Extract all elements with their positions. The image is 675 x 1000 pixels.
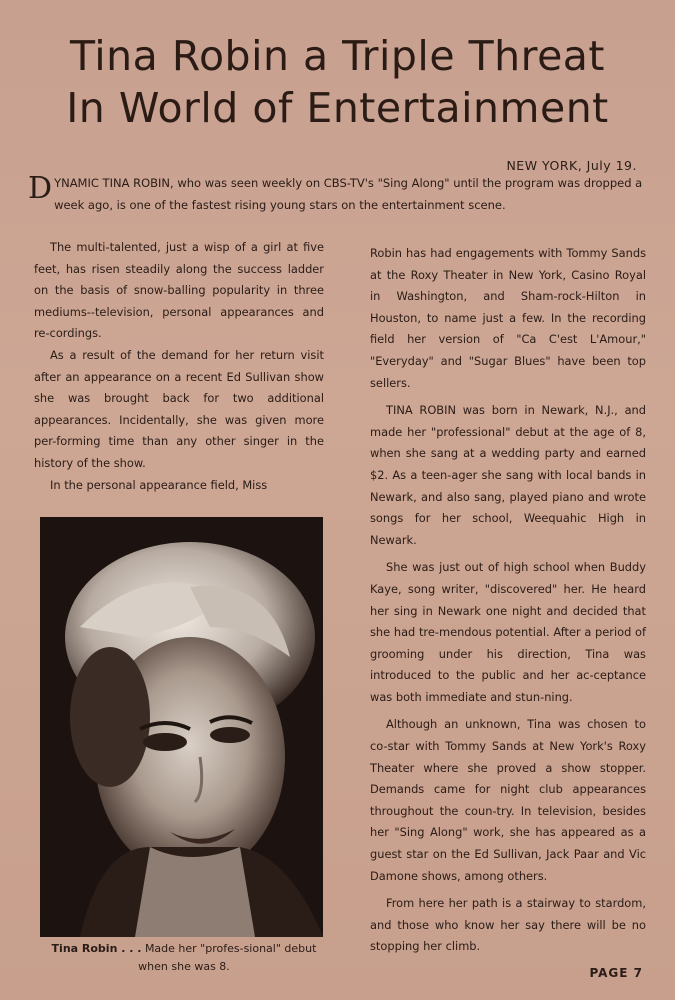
headline-line-2: In World of Entertainment (66, 84, 609, 132)
portrait-illustration (40, 517, 323, 937)
page-number: PAGE 7 (589, 966, 643, 980)
headline (30, 30, 645, 134)
photo-caption (44, 940, 324, 976)
article-paragraph: As a result of the demand for her return visit after an appearance on a recent Ed Sullivan show she was brought back for two additional appearances. Incidentally, she was given more per-forming time than any other singer in the history of the show. (34, 347, 324, 470)
headline-line-1: Tina Robin a Triple Threat (70, 32, 605, 80)
caption-text: Made her "profes-sional" debut when she was 8. (138, 942, 317, 973)
dateline: NEW YORK, July 19. (506, 158, 637, 173)
article-paragraph: The multi-talented, just a wisp of a girl at five feet, has risen steadily along the success ladder on the basis of snow-balling popularity in three mediums--television, personal appearances and re-cordings. (34, 240, 324, 341)
article-paragraph: TINA ROBIN was born in Newark, N.J., and made her "professional" debut at the age of 8, when she sang at a wedding party and earned $2. As a teen-ager she sang with local bands in Newark, and also sang, played piano and wrote songs for her school, Weequahic High in Newark. (370, 403, 646, 547)
caption-name: Tina Robin . . . (51, 942, 142, 955)
drop-cap: D (28, 171, 53, 206)
article-paragraph: From here her path is a stairway to stardom, and those who know her say there will be no stopping her climb. (370, 896, 646, 954)
column-left (34, 237, 324, 496)
article-paragraph: Although an unknown, Tina was chosen to co-star with Tommy Sands at New York's Roxy Theater where she proved a show stopper. Demands came for night club appearances throughout the coun-try. In television, besides her "Sing Along" work, she has appeared as a guest star on the Ed Sullivan, Jack Paar and Vic Damone shows, among others. (370, 717, 646, 883)
article-paragraph: In the personal appearance field, Miss (50, 477, 268, 492)
article-paragraph: She was just out of high school when Buddy Kaye, song writer, "discovered" her. He heard her sing in Newark one night and decided that she had tre-mendous potential. After a period of grooming under his direction, Tina was introduced to the public and her ac-ceptance was both immediate and stun-ning. (370, 560, 646, 704)
article-paragraph: Robin has had engagements with Tommy Sands at the Roxy Theater in New York, Casino Royal in Washington, and Sham-rock-Hilton in Houston, to name just a few. In the recording field her version of "Ca C'est L'Amour," "Everyday" and "Sugar Blues" have been top sellers. (370, 246, 646, 390)
lede-text: YNAMIC TINA ROBIN, who was seen weekly on CBS-TV's "Sing Along" until the program was dropped a week ago, is one of the fastest rising young stars on the entertainment scene. (54, 176, 643, 212)
lede-paragraph (28, 172, 656, 216)
portrait-photo (40, 517, 323, 937)
column-right (370, 243, 646, 958)
